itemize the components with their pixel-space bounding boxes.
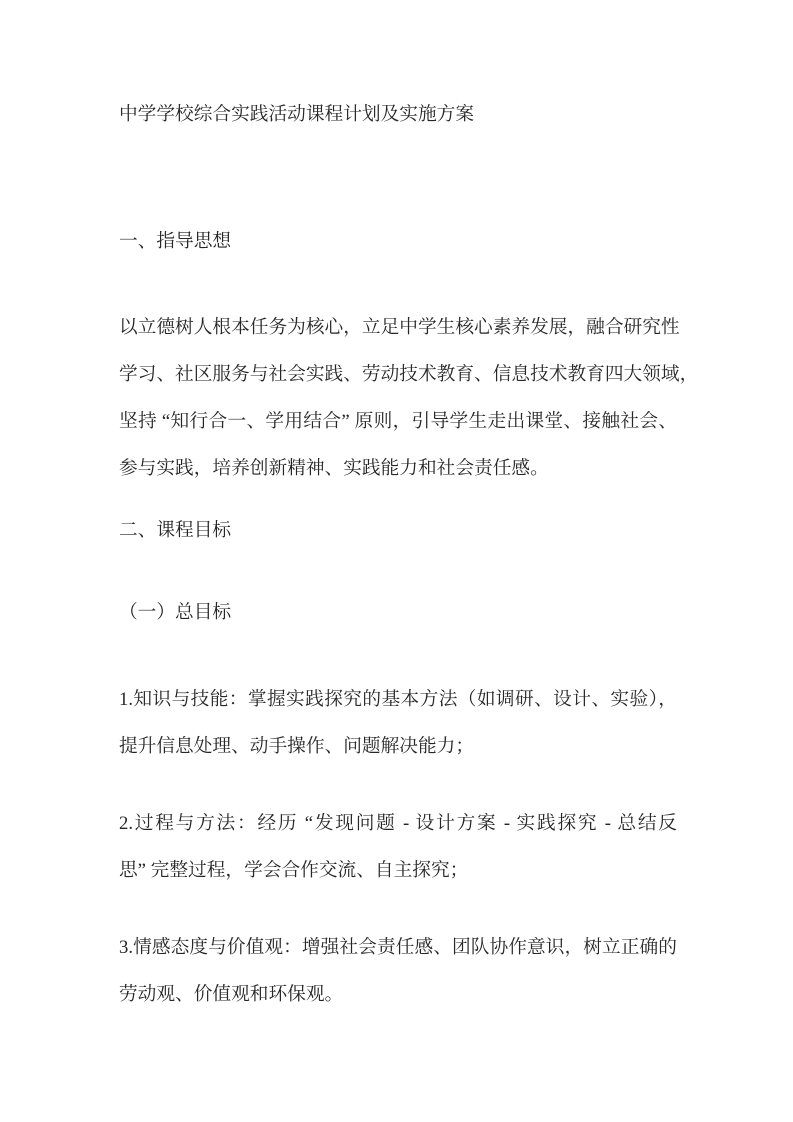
subsection-heading-overall-goal — [119, 589, 677, 636]
heading-text-line: 二、课程目标 — [119, 520, 232, 541]
title-text-line: 中学学校综合实践活动课程计划及实施方案 — [119, 104, 475, 125]
paragraph-process-methods — [119, 800, 677, 894]
text-line: 思” 完整过程，学会合作交流、自主探究； — [119, 860, 469, 881]
section-heading-course-goals — [119, 507, 677, 554]
paragraph-guiding-ideology — [119, 304, 699, 492]
heading-text-line: 一、指导思想 — [119, 231, 232, 252]
text-line: 坚持 “知行合一、学用结合” 原则，引导学生走出课堂、接触社会、 — [119, 411, 677, 432]
text-line: 1.知识与技能：掌握实践探究的基本方法（如调研、设计、实验）， — [119, 689, 677, 710]
text-line: 参与实践，培养创新精神、实践能力和社会责任感。 — [119, 458, 549, 479]
document-title — [119, 91, 677, 138]
section-heading-guiding-ideology — [119, 218, 677, 265]
text-line: 提升信息处理、动手操作、问题解决能力； — [119, 736, 475, 757]
paragraph-knowledge-skills — [119, 676, 677, 770]
text-line: 劳动观、价值观和环保观。 — [119, 984, 344, 1005]
text-line: 以立德树人根本任务为核心，立足中学生核心素养发展，融合研究性 — [119, 317, 680, 338]
text-line: 2.过程与方法：经历 “发现问题 - 设计方案 - 实践探究 - 总结反 — [119, 813, 677, 834]
text-line: 3.情感态度与价值观：增强社会责任感、团队协作意识，树立正确的 — [119, 937, 677, 958]
subheading-text-line: （一）总目标 — [119, 602, 232, 623]
paragraph-values — [119, 924, 677, 1018]
text-line: 学习、社区服务与社会实践、劳动技术教育、信息技术教育四大领域， — [119, 364, 699, 385]
